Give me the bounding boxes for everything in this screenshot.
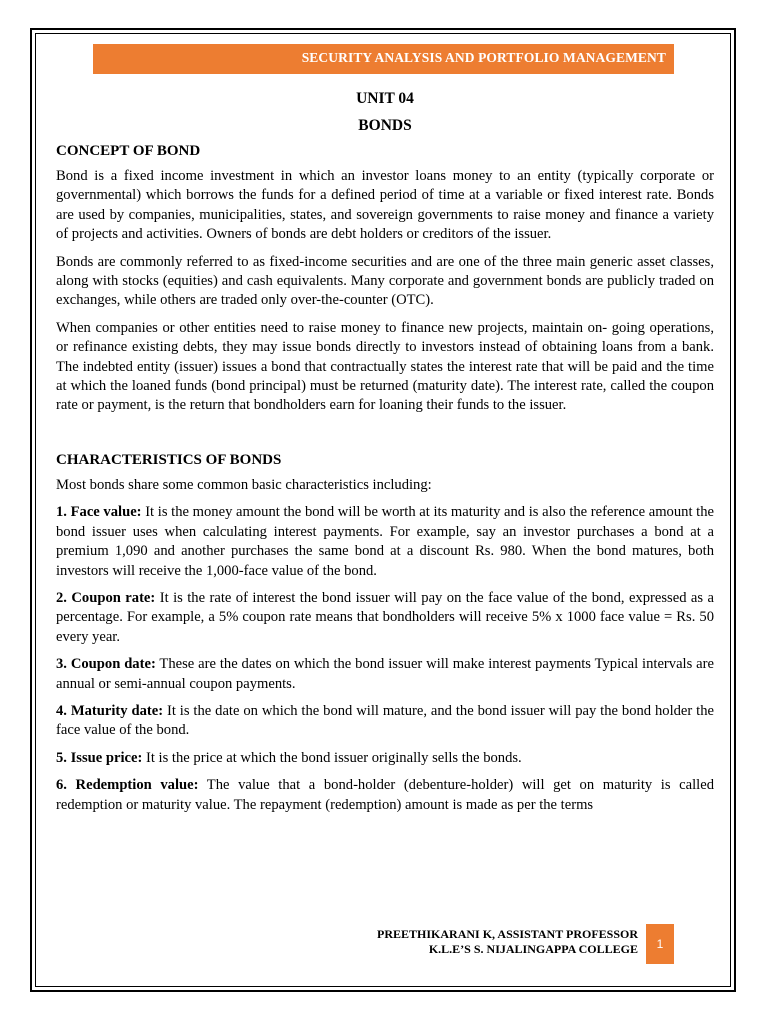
page-number-badge: 1: [646, 924, 674, 964]
characteristics-intro: Most bonds share some common basic characteristics including:: [56, 476, 432, 493]
unit-title: UNIT 04: [356, 90, 414, 107]
item-label: 6. Redemption value:: [56, 777, 199, 794]
item-label: 1. Face value:: [56, 504, 142, 521]
item-text: The value that a bond-holder (debenture-holder) will get on maturity is called redemption or maturity value. The repayment (redemption) amount is made as per the terms: [56, 777, 714, 813]
characteristic-item: [56, 503, 714, 581]
characteristic-item: [56, 776, 714, 815]
item-label: 5. Issue price:: [56, 749, 143, 766]
characteristic-item: [56, 749, 714, 768]
header-title: SECURITY ANALYSIS AND PORTFOLIO MANAGEMENT: [301, 50, 666, 65]
characteristic-item: [56, 702, 714, 741]
concept-heading: CONCEPT OF BOND: [56, 143, 201, 159]
item-label: 4. Maturity date:: [56, 702, 164, 719]
item-text: It is the rate of interest the bond issuer will pay on the face value of the bond, expressed as a percentage. For example, a 5% coupon rate means that bondholders will receive 5% x 1000 face value = Rs. 50 every year.: [56, 589, 715, 645]
footer-credits: [377, 927, 638, 957]
document-body: [56, 90, 714, 823]
footer-college: K.L.E’S S. NIJALINGAPPA COLLEGE: [428, 942, 638, 956]
concept-paragraph: When companies or other entities need to raise money to finance new projects, maintain on- going operations, or refinance existing debts, they may issue bonds directly to investors instead of obtaining loans from a bank. The indebted entity (issuer) issues a bond that contractually states the interest rate that will be paid and the time at which the loaned funds (bond principal) must be returned (maturity date). The interest rate, called the coupon rate or payment, is the return that bondholders earn for loaning their funds to the issuer.: [56, 319, 714, 414]
item-text: It is the money amount the bond will be worth at its maturity and is also the reference amount the bond issuer uses when calculating interest payments. For example, say an investor purchases a bond at a premium 1,090 and another purchases the same bond at a discount Rs. 980. When the bond matures, both investors will receive the 1,000-face value of the bond.: [56, 504, 714, 579]
item-text: It is the date on which the bond will mature, and the bond issuer will pay the bond holder the face value of the bond.: [56, 702, 714, 739]
footer-author: PREETHIKARANI K, ASSISTANT PROFESSOR: [377, 927, 638, 941]
concept-paragraph: Bond is a fixed income investment in which an investor loans money to an entity (typically corporate or governmental) which borrows the funds for a defined period of time at a variable or fixed interest rate. Bonds are used by companies, municipalities, states, and sovereign governments to raise money and finance a variety of projects and activities. Owners of bonds are debt holders or creditors of the issuer.: [56, 168, 714, 243]
header-bar: [93, 44, 674, 74]
item-text: These are the dates on which the bond issuer will make interest payments Typical intervals are annual or semi-annual coupon payments.: [56, 656, 714, 692]
topic-title: BONDS: [358, 117, 412, 134]
characteristics-heading: CHARACTERISTICS OF BONDS: [56, 451, 282, 468]
characteristic-item: [56, 589, 714, 647]
item-label: 3. Coupon date:: [56, 656, 156, 673]
section-gap: [56, 424, 714, 452]
characteristic-item: [56, 655, 714, 694]
item-text: It is the price at which the bond issuer originally sells the bonds.: [142, 749, 522, 766]
item-label: 2. Coupon rate:: [56, 589, 156, 606]
concept-paragraph: Bonds are commonly referred to as fixed-income securities and are one of the three main generic asset classes, along with stocks (equities) and cash equivalents. Many corporate and government bonds are publicly traded on exchanges, while others are traded only over-the-counter (OTC).: [56, 253, 714, 309]
